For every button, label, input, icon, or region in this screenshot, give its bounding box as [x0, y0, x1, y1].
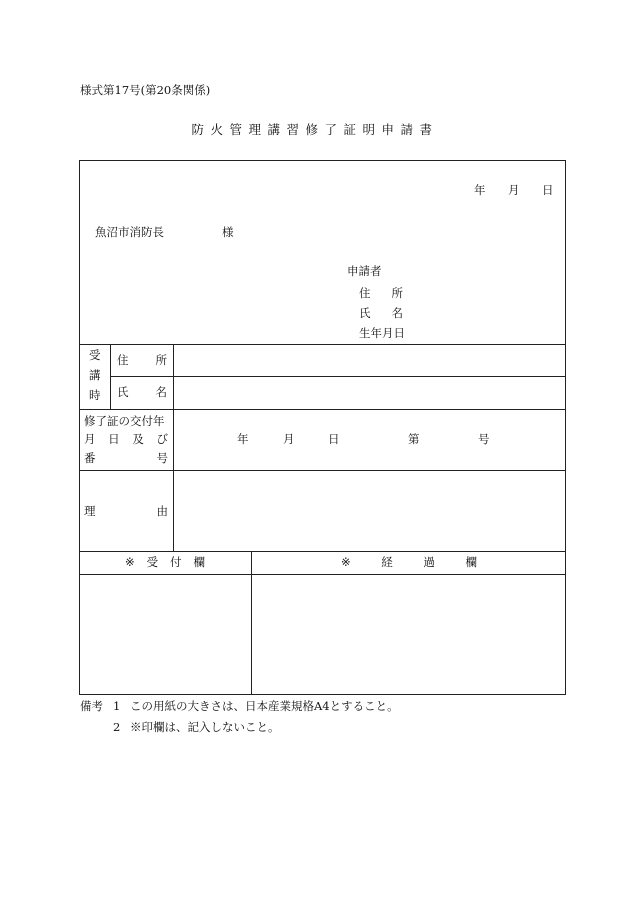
date-year-label: 年 [474, 183, 486, 197]
date-day-label: 日 [542, 183, 554, 197]
rule-office-top [79, 551, 566, 552]
applicant-name-label: 氏 名 [359, 306, 403, 320]
reason-field[interactable] [174, 471, 565, 551]
note-2-text: ※印欄は、記入しないこと。 [130, 720, 280, 734]
document-title: 防火管理講習修了証明申請書 [191, 122, 439, 137]
reception-column-header: ※ 受 付 欄 [125, 555, 205, 569]
certificate-label-line3: 番 号 [84, 451, 168, 465]
attendance-label-char-2: 講 [89, 368, 101, 382]
form-number: 様式第17号(第20条関係) [80, 83, 211, 97]
certificate-label-line1: 修了証の交付年 [84, 414, 165, 428]
applicant-address-label: 住 所 [359, 286, 403, 300]
date-month-label: 月 [508, 183, 520, 197]
certificate-number-suffix: 号 [478, 432, 490, 446]
certificate-label-line2: 月 日 及 び [84, 432, 168, 446]
attendance-name-label: 氏 名 [117, 385, 167, 399]
attendance-address-label: 住 所 [117, 353, 167, 367]
note-2-number: 2 [113, 720, 121, 734]
rule-attendance-label-sep [110, 344, 111, 409]
attendance-label-char-3: 時 [89, 388, 101, 402]
attendance-name-field[interactable] [174, 377, 565, 409]
rule-certificate-top [79, 409, 566, 410]
addressee-name: 魚沼市消防長 [95, 225, 164, 239]
certificate-month-label: 月 [283, 432, 295, 446]
rule-office-header-bottom [79, 574, 566, 575]
certificate-day-label: 日 [328, 432, 340, 446]
addressee-honorific: 様 [222, 225, 234, 239]
notes-label: 備考 [80, 699, 103, 713]
certificate-year-label: 年 [237, 432, 249, 446]
reason-label: 理 由 [84, 504, 168, 518]
note-1-number: 1 [113, 699, 121, 713]
rule-office-columns-sep [251, 551, 252, 695]
progress-column-header: ※ 経 過 欄 [341, 555, 477, 569]
note-1-text: この用紙の大きさは、日本産業規格A4とすること。 [130, 699, 399, 713]
applicant-heading: 申請者 [347, 264, 382, 278]
applicant-birthdate-label: 生年月日 [359, 326, 405, 340]
attendance-address-field[interactable] [174, 345, 565, 376]
attendance-label-char-1: 受 [89, 348, 101, 362]
certificate-number-prefix: 第 [408, 432, 420, 446]
